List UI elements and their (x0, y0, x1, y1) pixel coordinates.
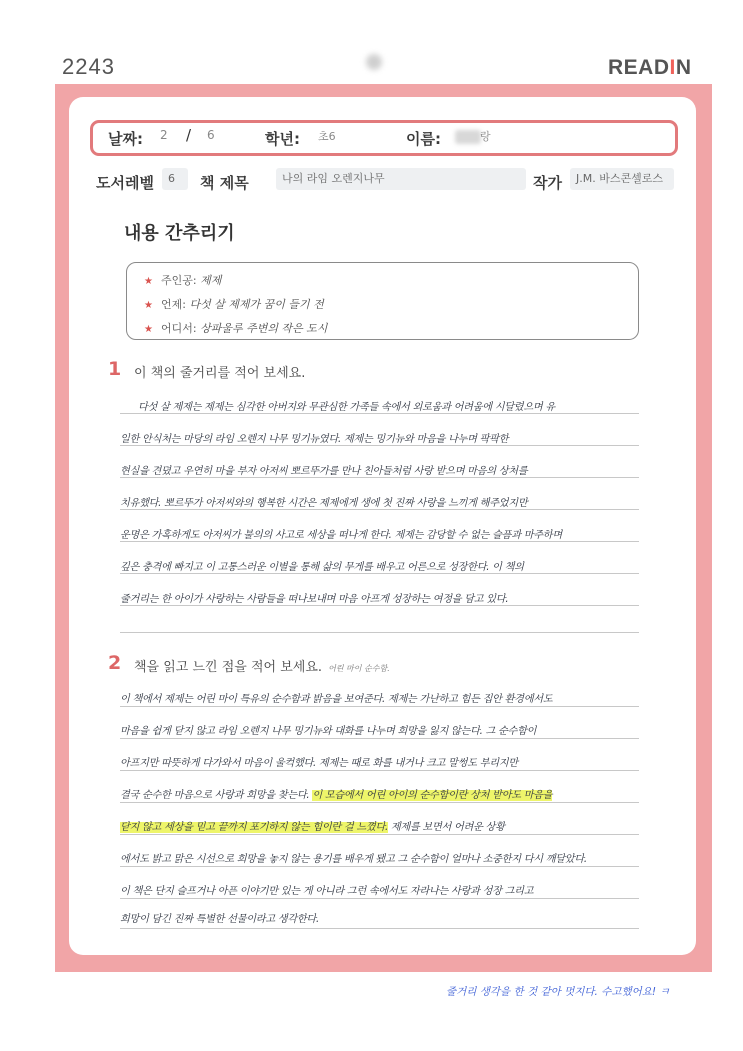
name-label: 이름: (406, 130, 441, 148)
star-icon: ★ (144, 276, 153, 287)
level-label: 도서레벨 (96, 174, 154, 192)
summary-item-protagonist: ★ 주인공: 제제 (144, 274, 222, 287)
q2-answer-line-6: 에서도 밝고 맑은 시선으로 희망을 놓지 않는 용기를 배우게 됐고 그 순수함이 얼마나 소중한지 다시 깨달았다. (120, 854, 587, 865)
answer-line (120, 413, 639, 414)
q2-answer-line-2: 마음을 쉽게 닫지 않고 라임 오렌지 나무 밍기뉴와 대화를 나누며 희망을 잃지 않는다. 그 순수함이 (120, 726, 537, 737)
author-label: 작가 (533, 174, 562, 192)
answer-line (120, 541, 639, 542)
answer-line (120, 898, 639, 899)
redacted-name (455, 130, 481, 144)
summary-title: 내용 간추리기 (124, 223, 235, 244)
q1-answer-line-4: 치유했다. 뽀르뚜가 아저씨와의 행복한 시간은 제제에게 생에 첫 진짜 사랑을 느끼게 해주었지만 (120, 498, 528, 509)
author-value: J.M. 바스콘셀로스 (570, 168, 674, 190)
q2-answer-line-1: 이 책에서 제제는 어린 마이 특유의 순수함과 밝음을 보여준다. 제제는 가난하고 힘든 집안 환경에서도 (120, 694, 553, 705)
answer-line (120, 632, 639, 633)
q1-answer-line-3: 현실을 견뎠고 우연히 마을 부자 아저씨 뽀르뚜가를 만나 친아들처럼 사랑 받으며 마음의 상처를 (120, 466, 528, 477)
q1-answer-line-2: 일한 안식처는 마당의 라임 오렌지 나무 밍기뉴였다. 제제는 밍기뉴와 마음을 나누며 팍팍한 (120, 434, 509, 445)
grade-value: 초6 (318, 130, 336, 143)
question-1-number: 1 (108, 358, 122, 380)
date-separator: / (186, 126, 192, 144)
answer-line (120, 834, 639, 835)
answer-line (120, 445, 639, 446)
answer-line (120, 802, 639, 803)
summary-item-where: ★ 어디서: 상파울루 주변의 작은 도시 (144, 322, 328, 335)
summary-item-when: ★ 언제: 다섯 살 제제가 꿈이 들기 전 (144, 298, 324, 311)
answer-line (120, 866, 639, 867)
q2-answer-line-4: 결국 순수한 마음으로 사랑과 희망을 찾는다. 이 모습에서 어린 아이의 순수함이란 상처 받아도 마음을 (120, 790, 553, 801)
redacted-mark (366, 54, 382, 70)
grade-label: 학년: (265, 130, 300, 148)
q1-answer-line-5: 운명은 가혹하게도 아저씨가 불의의 사고로 세상을 떠나게 한다. 제제는 감당할 수 없는 슬픔과 마주하며 (120, 530, 562, 541)
q2-answer-line-7: 이 책은 단지 슬프거나 아픈 이야기만 있는 게 아니라 그런 속에서도 자라나는 사랑과 성장 그리고 (120, 886, 534, 897)
name-value: 랑 (480, 130, 491, 143)
q1-answer-line-6: 깊은 충격에 빠지고 이 고통스러운 이별을 통해 삶의 무게를 배우고 어른으로 성장한다. 이 책의 (120, 562, 524, 573)
teacher-comment: 줄거리 생각을 한 것 같아 멋지다. 수고했어요! ㅋ (446, 986, 670, 998)
answer-line (120, 509, 639, 510)
date-day: 6 (207, 128, 215, 142)
answer-line (120, 573, 639, 574)
answer-line (120, 738, 639, 739)
answer-line (120, 770, 639, 771)
star-icon: ★ (144, 300, 153, 311)
q1-answer-line-1: 다섯 살 제제는 제제는 심각한 아버지와 무관심한 가족들 속에서 외로움과 어려움에 시달렸으며 유 (138, 402, 555, 413)
question-2-text: 책을 읽고 느낀 점을 적어 보세요. 어린 마이 순수함. (134, 660, 390, 675)
q2-answer-line-3: 아프지만 따뜻하게 다가와서 마음이 울컥했다. 제제는 때로 화를 내거나 크고 말썽도 부리지만 (120, 758, 518, 769)
title-label: 책 제목 (200, 174, 249, 192)
answer-line (120, 605, 639, 606)
brand-logo: READIN (608, 56, 692, 79)
sheet-number: 2243 (62, 54, 115, 79)
star-icon: ★ (144, 324, 153, 335)
q1-answer-line-7: 줄거리는 한 아이가 사랑하는 사람들을 떠나보내며 마음 아프게 성장하는 여정을 담고 있다. (120, 594, 509, 605)
question-2-number: 2 (108, 652, 122, 674)
date-month: 2 (160, 128, 168, 142)
student-info-box (90, 120, 678, 156)
q2-answer-line-8: 희망이 담긴 진짜 특별한 선물이라고 생각한다. (120, 914, 319, 925)
date-label: 날짜: (108, 130, 143, 148)
highlighted-text: 이 모습에서 어린 아이의 순수함이란 상처 받아도 마음을 (312, 790, 553, 801)
question-1-text: 이 책의 줄거리를 적어 보세요. (134, 366, 306, 381)
answer-line (120, 928, 639, 929)
question-2-note: 어린 마이 순수함. (328, 664, 390, 673)
q2-answer-line-5: 닫지 않고 세상을 믿고 끝까지 포기하지 않는 힘이란 걸 느꼈다. 제제를 보면서 어려운 상황 (120, 822, 505, 833)
book-title-value: 나의 라임 오렌지나무 (276, 168, 526, 190)
answer-line (120, 477, 639, 478)
answer-line (120, 706, 639, 707)
highlighted-text: 닫지 않고 세상을 믿고 끝까지 포기하지 않는 힘이란 걸 느꼈다. (120, 822, 388, 833)
level-value: 6 (162, 168, 188, 190)
